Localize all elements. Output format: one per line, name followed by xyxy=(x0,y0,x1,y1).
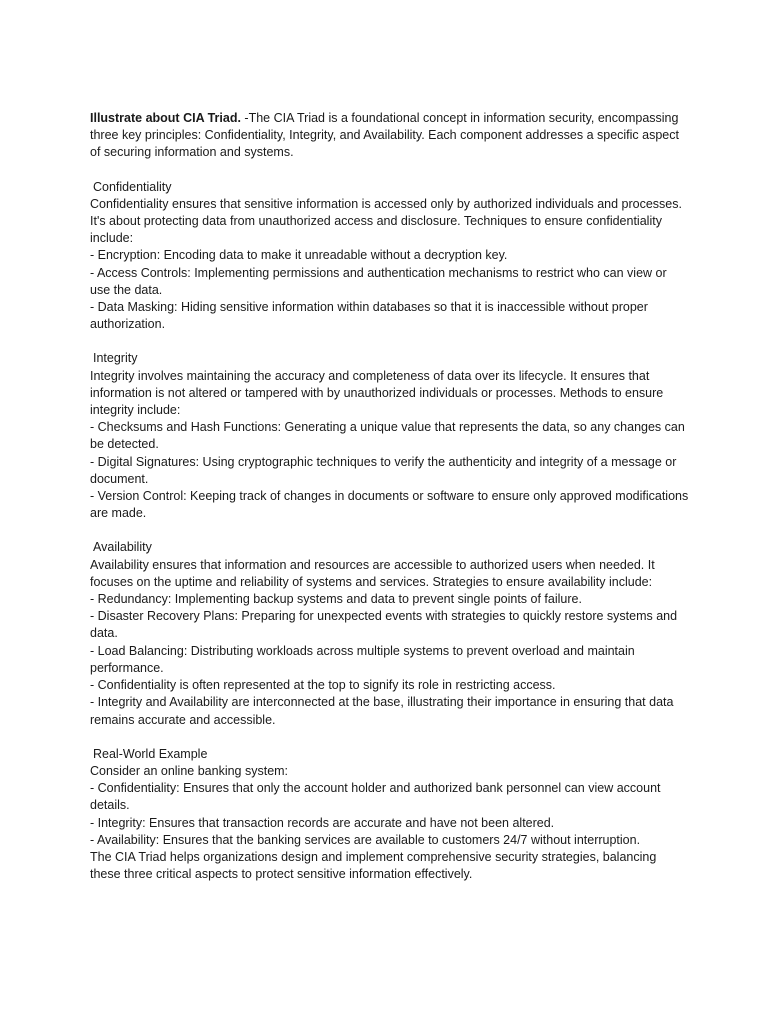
list-item: - Integrity and Availability are interconnected at the base, illustrating their importance in ensuring that data remains accurate and accessible. xyxy=(90,695,674,727)
document-page xyxy=(90,110,690,883)
section-heading: Confidentiality xyxy=(93,179,172,194)
list-item: - Disaster Recovery Plans: Preparing for unexpected events with strategies to quickly restore systems and data. xyxy=(90,609,678,641)
list-item: - Checksums and Hash Functions: Generating a unique value that represents the data, so any changes can be detected. xyxy=(90,420,685,452)
list-item: - Version Control: Keeping track of changes in documents or software to ensure only approved modifications are made. xyxy=(90,489,689,521)
section-body: Integrity involves maintaining the accuracy and completeness of data over its lifecycle. It ensures that information is not altered or tampered with by unauthorized individuals or processes. Methods to ensure integrity include: xyxy=(90,368,664,418)
list-item: - Confidentiality: Ensures that only the account holder and authorized bank personnel can view account details. xyxy=(90,781,661,813)
list-item: - Digital Signatures: Using cryptographic techniques to verify the authenticity and integrity of a message or document. xyxy=(90,454,677,486)
section-heading: Integrity xyxy=(93,351,138,366)
section-body: Availability ensures that information and resources are accessible to authorized users when needed. It focuses on the uptime and reliability of systems and services. Strategies to ensure availability include: xyxy=(90,557,655,589)
list-item: - Integrity: Ensures that transaction records are accurate and have not been altered. xyxy=(90,815,555,830)
section-availability xyxy=(90,539,690,728)
section-body: Consider an online banking system: xyxy=(90,763,289,778)
section-heading: Availability xyxy=(93,540,152,555)
document-title: Illustrate about CIA Triad. xyxy=(90,111,241,125)
section-body: Confidentiality ensures that sensitive information is accessed only by authorized individuals and processes. It's about protecting data from unauthorized access and disclosure. Techniques to ensure confidentiality include: xyxy=(90,196,682,246)
list-item: - Data Masking: Hiding sensitive information within databases so that it is inaccessible without proper authorization. xyxy=(90,300,648,332)
section-integrity xyxy=(90,350,690,522)
section-real-world-example xyxy=(90,746,690,884)
intro-text: -The CIA Triad is a foundational concept in information security, encompassing three key principles: Confidentiality, Integrity, and Availability. Each component addresses a specific aspect of securing information and systems. xyxy=(90,111,679,160)
list-item: - Load Balancing: Distributing workloads across multiple systems to prevent overload and maintain performance. xyxy=(90,643,635,675)
list-item: - Access Controls: Implementing permissions and authentication mechanisms to restrict who can view or use the data. xyxy=(90,265,667,297)
intro-paragraph xyxy=(90,110,690,162)
list-item: - Encryption: Encoding data to make it unreadable without a decryption key. xyxy=(90,248,508,263)
conclusion-paragraph: The CIA Triad helps organizations design and implement comprehensive security strategies, balancing these three critical aspects to protect sensitive information effectively. xyxy=(90,849,657,882)
list-item: - Redundancy: Implementing backup systems and data to prevent single points of failure. xyxy=(90,592,582,607)
list-item: - Confidentiality is often represented at the top to signify its role in restricting access. xyxy=(90,678,556,693)
list-item: - Availability: Ensures that the banking services are available to customers 24/7 without interruption. xyxy=(90,832,641,847)
section-heading: Real-World Example xyxy=(93,746,208,761)
section-confidentiality xyxy=(90,179,690,334)
